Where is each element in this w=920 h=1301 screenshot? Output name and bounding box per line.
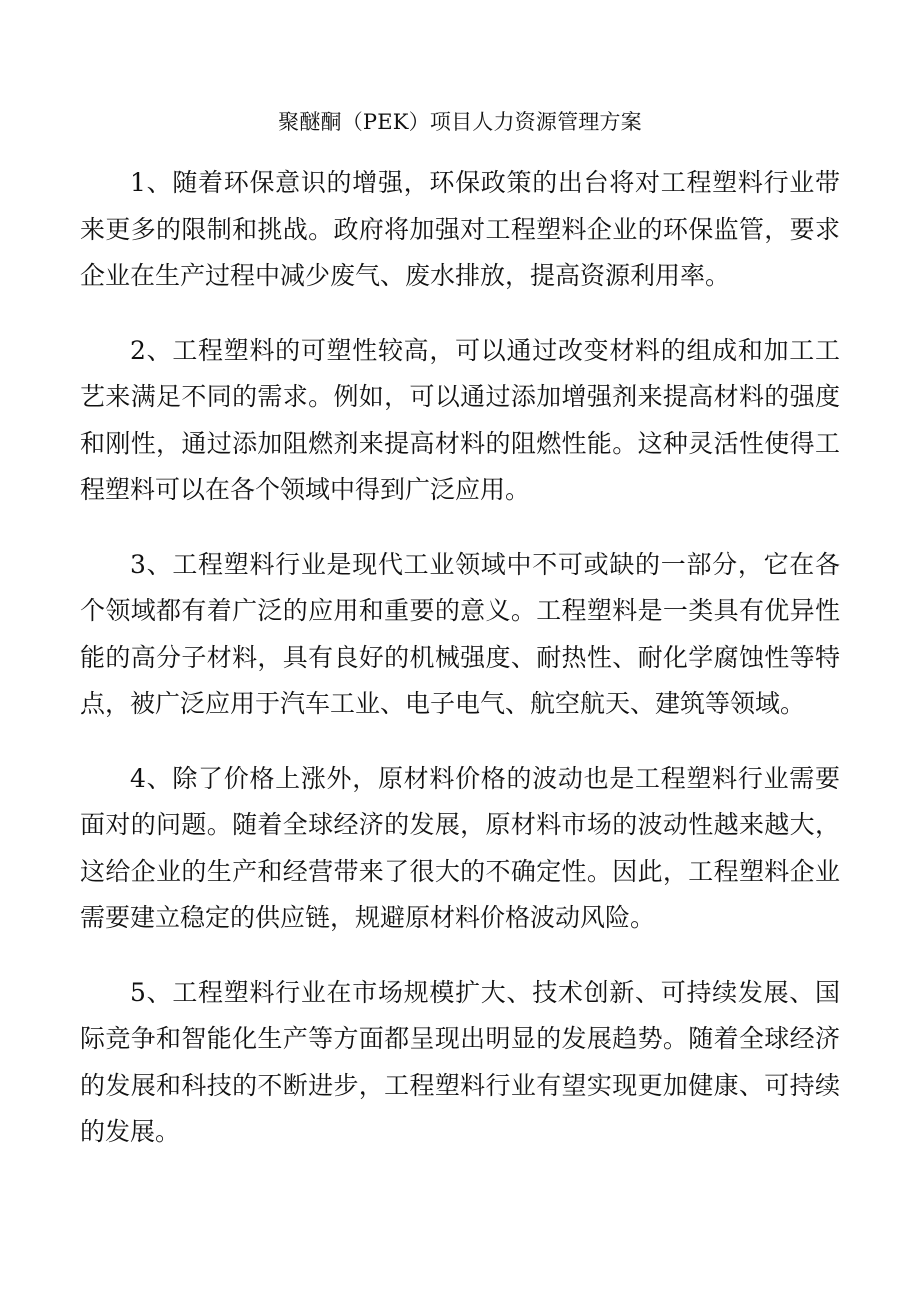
paragraph-4: 4、除了价格上涨外，原材料价格的波动也是工程塑料行业需要面对的问题。随着全球经济的发展，原材料市场的波动性越来越大，这给企业的生产和经营带来了很大的不确定性。因此，工程塑料企业需要建立稳定的供应链，规避原材料价格波动风险。 xyxy=(80,763,840,932)
paragraph-3: 3、工程塑料行业是现代工业领域中不可或缺的一部分，它在各个领域都有着广泛的应用和重要的意义。工程塑料是一类具有优异性能的高分子材料，具有良好的机械强度、耐热性、耐化学腐蚀性等特点，被广泛应用于汽车工业、电子电气、航空航天、建筑等领域。 xyxy=(80,549,840,718)
document-body xyxy=(80,160,840,1184)
paragraph-5: 5、工程塑料行业在市场规模扩大、技术创新、可持续发展、国际竞争和智能化生产等方面都呈现出明显的发展趋势。随着全球经济的发展和科技的不断进步，工程塑料行业有望实现更加健康、可持续的发展。 xyxy=(80,977,840,1146)
paragraph-2: 2、工程塑料的可塑性较高，可以通过改变材料的组成和加工工艺来满足不同的需求。例如，可以通过添加增强剂来提高材料的强度和刚性，通过添加阻燃剂来提高材料的阻燃性能。这种灵活性使得工程塑料可以在各个领域中得到广泛应用。 xyxy=(80,335,840,504)
document-title: 聚醚酮（PEK）项目人力资源管理方案 xyxy=(278,110,642,134)
paragraph-1: 1、随着环保意识的增强，环保政策的出台将对工程塑料行业带来更多的限制和挑战。政府将加强对工程塑料企业的环保监管，要求企业在生产过程中减少废气、废水排放，提高资源利用率。 xyxy=(80,168,840,290)
